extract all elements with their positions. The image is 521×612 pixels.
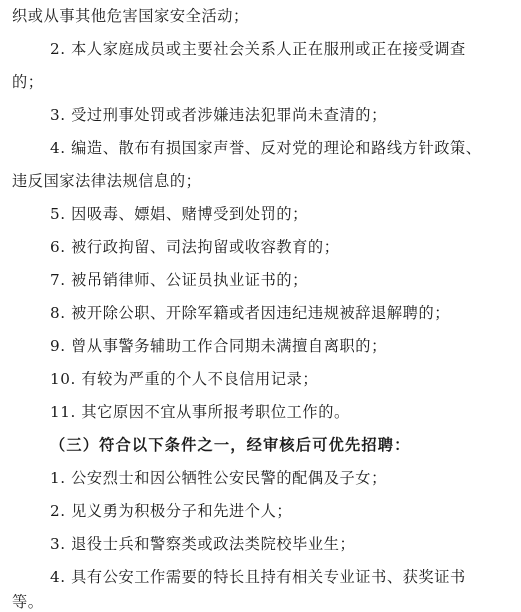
text-line: 织或从事其他危害国家安全活动； xyxy=(12,7,249,25)
priority-item-3: 3. 退役士兵和警察类或政法类院校毕业生； xyxy=(50,535,356,553)
section-heading: （三）符合以下条件之一，经审核后可优先招聘： xyxy=(50,436,411,454)
list-item-7: 7. 被吊销律师、公证员执业证书的； xyxy=(50,271,308,289)
list-item-10: 10. 有较为严重的个人不良信用记录； xyxy=(50,370,319,388)
priority-item-4: 4. 具有公安工作需要的特长且持有相关专业证书、获奖证书 xyxy=(50,568,466,586)
text-line: 的； xyxy=(12,73,44,91)
list-item-11: 11. 其它原因不宜从事所报考职位工作的。 xyxy=(50,403,350,421)
list-item-3: 3. 受过刑事处罚或者涉嫌违法犯罪尚未查清的； xyxy=(50,106,387,124)
list-item-8: 8. 被开除公职、开除军籍或者因违纪违规被辞退解聘的； xyxy=(50,304,451,322)
list-item-6: 6. 被行政拘留、司法拘留或收容教育的； xyxy=(50,238,340,256)
priority-item-2: 2. 见义勇为积极分子和先进个人； xyxy=(50,502,293,520)
list-item-2: 2. 本人家庭成员或主要社会关系人正在服刑或正在接受调查 xyxy=(50,40,466,58)
priority-item-1: 1. 公安烈士和因公牺牲公安民警的配偶及子女； xyxy=(50,469,387,487)
list-item-4: 4. 编造、散布有损国家声誉、反对党的理论和路线方针政策、 xyxy=(50,139,482,157)
text-line: 等。 xyxy=(12,593,44,611)
list-item-5: 5. 因吸毒、嫖娼、赌博受到处罚的； xyxy=(50,205,308,223)
text-line: 违反国家法律法规信息的； xyxy=(12,172,202,190)
list-item-9: 9. 曾从事警务辅助工作合同期未满擅自离职的； xyxy=(50,337,387,355)
